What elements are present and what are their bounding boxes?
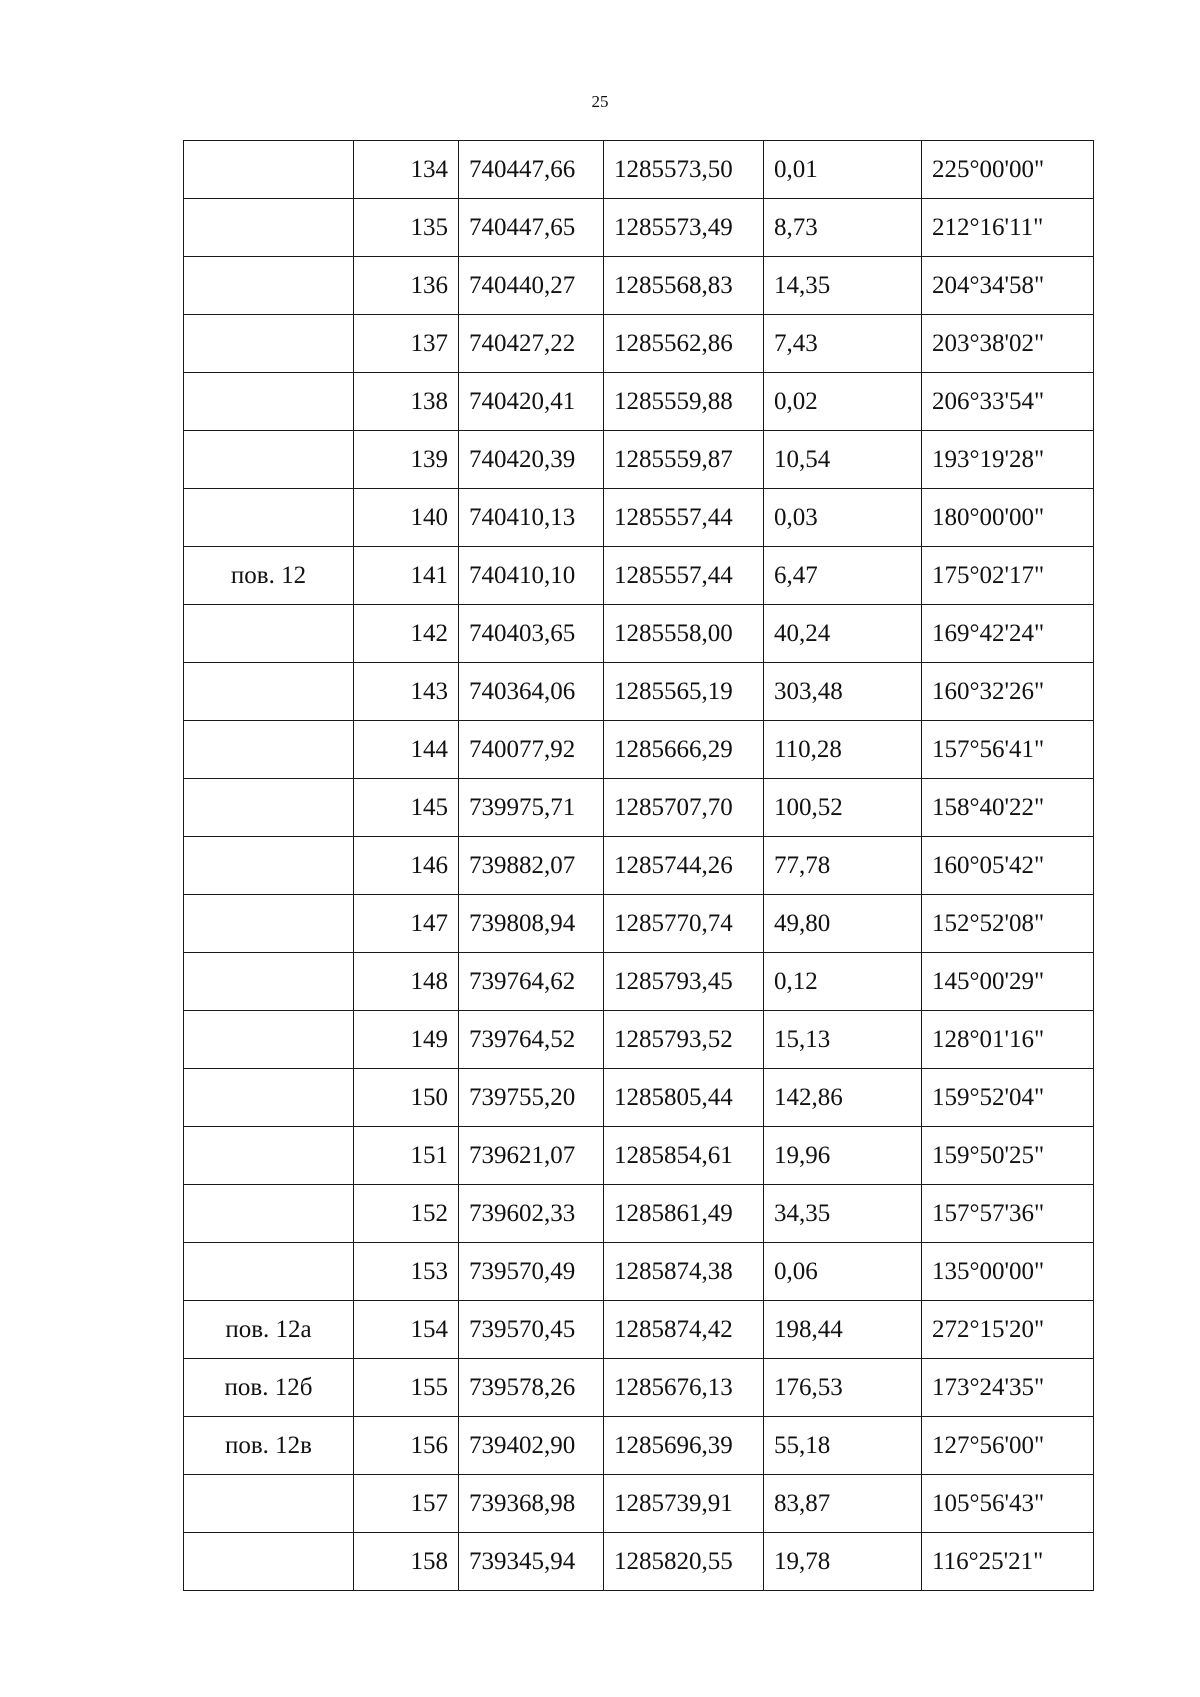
turn-label-cell: пов. 12а: [184, 1301, 354, 1359]
distance-cell: 100,52: [764, 779, 922, 837]
table-row: [184, 1475, 1094, 1533]
distance-cell: 142,86: [764, 1069, 922, 1127]
table-row: [184, 953, 1094, 1011]
table-row: [184, 489, 1094, 547]
x-coordinate-cell: 739402,90: [459, 1417, 604, 1475]
y-coordinate-cell: 1285805,44: [604, 1069, 764, 1127]
table-row: [184, 199, 1094, 257]
turn-label-cell: [184, 373, 354, 431]
y-coordinate-cell: 1285559,87: [604, 431, 764, 489]
table-row: [184, 315, 1094, 373]
y-coordinate-cell: 1285744,26: [604, 837, 764, 895]
bearing-angle-cell: 157°57'36": [922, 1185, 1094, 1243]
table-row: [184, 141, 1094, 199]
distance-cell: 8,73: [764, 199, 922, 257]
bearing-angle-cell: 116°25'21": [922, 1533, 1094, 1591]
turn-label-cell: пов. 12: [184, 547, 354, 605]
point-number-cell: 146: [354, 837, 459, 895]
turn-label-cell: [184, 895, 354, 953]
table-row: [184, 663, 1094, 721]
point-number-cell: 150: [354, 1069, 459, 1127]
table-row: [184, 1359, 1094, 1417]
bearing-angle-cell: 173°24'35": [922, 1359, 1094, 1417]
turn-label-cell: [184, 1185, 354, 1243]
x-coordinate-cell: 739345,94: [459, 1533, 604, 1591]
x-coordinate-cell: 740410,13: [459, 489, 604, 547]
x-coordinate-cell: 739808,94: [459, 895, 604, 953]
y-coordinate-cell: 1285874,42: [604, 1301, 764, 1359]
distance-cell: 303,48: [764, 663, 922, 721]
distance-cell: 110,28: [764, 721, 922, 779]
bearing-angle-cell: 159°52'04": [922, 1069, 1094, 1127]
y-coordinate-cell: 1285565,19: [604, 663, 764, 721]
table-row: [184, 1417, 1094, 1475]
x-coordinate-cell: 739578,26: [459, 1359, 604, 1417]
y-coordinate-cell: 1285793,52: [604, 1011, 764, 1069]
turn-label-cell: пов. 12б: [184, 1359, 354, 1417]
y-coordinate-cell: 1285573,50: [604, 141, 764, 199]
x-coordinate-cell: 739602,33: [459, 1185, 604, 1243]
point-number-cell: 156: [354, 1417, 459, 1475]
table-row: [184, 1185, 1094, 1243]
table-row: [184, 1069, 1094, 1127]
y-coordinate-cell: 1285562,86: [604, 315, 764, 373]
turn-label-cell: [184, 837, 354, 895]
y-coordinate-cell: 1285861,49: [604, 1185, 764, 1243]
x-coordinate-cell: 739764,52: [459, 1011, 604, 1069]
distance-cell: 34,35: [764, 1185, 922, 1243]
bearing-angle-cell: 212°16'11": [922, 199, 1094, 257]
turn-label-cell: [184, 1243, 354, 1301]
turn-label-cell: пов. 12в: [184, 1417, 354, 1475]
point-number-cell: 138: [354, 373, 459, 431]
x-coordinate-cell: 740077,92: [459, 721, 604, 779]
turn-label-cell: [184, 1069, 354, 1127]
bearing-angle-cell: 127°56'00": [922, 1417, 1094, 1475]
point-number-cell: 145: [354, 779, 459, 837]
point-number-cell: 149: [354, 1011, 459, 1069]
distance-cell: 7,43: [764, 315, 922, 373]
bearing-angle-cell: 272°15'20": [922, 1301, 1094, 1359]
point-number-cell: 139: [354, 431, 459, 489]
bearing-angle-cell: 128°01'16": [922, 1011, 1094, 1069]
table-row: [184, 431, 1094, 489]
table-row: [184, 1533, 1094, 1591]
distance-cell: 77,78: [764, 837, 922, 895]
y-coordinate-cell: 1285793,45: [604, 953, 764, 1011]
bearing-angle-cell: 157°56'41": [922, 721, 1094, 779]
distance-cell: 0,01: [764, 141, 922, 199]
table-row: [184, 1011, 1094, 1069]
turn-label-cell: [184, 953, 354, 1011]
y-coordinate-cell: 1285557,44: [604, 547, 764, 605]
distance-cell: 176,53: [764, 1359, 922, 1417]
table-row: [184, 1243, 1094, 1301]
table-row: [184, 779, 1094, 837]
x-coordinate-cell: 740447,65: [459, 199, 604, 257]
table-row: [184, 1301, 1094, 1359]
point-number-cell: 148: [354, 953, 459, 1011]
x-coordinate-cell: 739368,98: [459, 1475, 604, 1533]
bearing-angle-cell: 160°05'42": [922, 837, 1094, 895]
distance-cell: 49,80: [764, 895, 922, 953]
x-coordinate-cell: 739882,07: [459, 837, 604, 895]
table-row: [184, 895, 1094, 953]
y-coordinate-cell: 1285707,70: [604, 779, 764, 837]
turn-label-cell: [184, 141, 354, 199]
turn-label-cell: [184, 1127, 354, 1185]
point-number-cell: 147: [354, 895, 459, 953]
distance-cell: 19,96: [764, 1127, 922, 1185]
turn-label-cell: [184, 315, 354, 373]
distance-cell: 0,06: [764, 1243, 922, 1301]
x-coordinate-cell: 740447,66: [459, 141, 604, 199]
turn-label-cell: [184, 1011, 354, 1069]
bearing-angle-cell: 145°00'29": [922, 953, 1094, 1011]
y-coordinate-cell: 1285770,74: [604, 895, 764, 953]
distance-cell: 198,44: [764, 1301, 922, 1359]
turn-label-cell: [184, 605, 354, 663]
bearing-angle-cell: 225°00'00": [922, 141, 1094, 199]
turn-label-cell: [184, 431, 354, 489]
point-number-cell: 137: [354, 315, 459, 373]
x-coordinate-cell: 739764,62: [459, 953, 604, 1011]
bearing-angle-cell: 158°40'22": [922, 779, 1094, 837]
page-number: 25: [591, 92, 609, 111]
point-number-cell: 157: [354, 1475, 459, 1533]
bearing-angle-cell: 180°00'00": [922, 489, 1094, 547]
distance-cell: 83,87: [764, 1475, 922, 1533]
point-number-cell: 142: [354, 605, 459, 663]
bearing-angle-cell: 159°50'25": [922, 1127, 1094, 1185]
bearing-angle-cell: 135°00'00": [922, 1243, 1094, 1301]
table-row: [184, 257, 1094, 315]
distance-cell: 15,13: [764, 1011, 922, 1069]
point-number-cell: 153: [354, 1243, 459, 1301]
distance-cell: 40,24: [764, 605, 922, 663]
point-number-cell: 134: [354, 141, 459, 199]
y-coordinate-cell: 1285696,39: [604, 1417, 764, 1475]
table-row: [184, 547, 1094, 605]
y-coordinate-cell: 1285874,38: [604, 1243, 764, 1301]
turn-label-cell: [184, 779, 354, 837]
bearing-angle-cell: 105°56'43": [922, 1475, 1094, 1533]
y-coordinate-cell: 1285573,49: [604, 199, 764, 257]
coordinates-table: [183, 140, 1094, 1591]
x-coordinate-cell: 739975,71: [459, 779, 604, 837]
bearing-angle-cell: 204°34'58": [922, 257, 1094, 315]
table-row: [184, 1127, 1094, 1185]
bearing-angle-cell: 206°33'54": [922, 373, 1094, 431]
table-row: [184, 605, 1094, 663]
distance-cell: 6,47: [764, 547, 922, 605]
x-coordinate-cell: 739755,20: [459, 1069, 604, 1127]
turn-label-cell: [184, 199, 354, 257]
distance-cell: 0,03: [764, 489, 922, 547]
turn-label-cell: [184, 1475, 354, 1533]
table-row: [184, 721, 1094, 779]
turn-label-cell: [184, 489, 354, 547]
y-coordinate-cell: 1285676,13: [604, 1359, 764, 1417]
distance-cell: 19,78: [764, 1533, 922, 1591]
x-coordinate-cell: 740364,06: [459, 663, 604, 721]
point-number-cell: 158: [354, 1533, 459, 1591]
distance-cell: 55,18: [764, 1417, 922, 1475]
turn-label-cell: [184, 663, 354, 721]
bearing-angle-cell: 160°32'26": [922, 663, 1094, 721]
point-number-cell: 151: [354, 1127, 459, 1185]
point-number-cell: 141: [354, 547, 459, 605]
point-number-cell: 136: [354, 257, 459, 315]
distance-cell: 14,35: [764, 257, 922, 315]
y-coordinate-cell: 1285557,44: [604, 489, 764, 547]
bearing-angle-cell: 203°38'02": [922, 315, 1094, 373]
x-coordinate-cell: 739621,07: [459, 1127, 604, 1185]
point-number-cell: 154: [354, 1301, 459, 1359]
y-coordinate-cell: 1285568,83: [604, 257, 764, 315]
point-number-cell: 152: [354, 1185, 459, 1243]
turn-label-cell: [184, 1533, 354, 1591]
turn-label-cell: [184, 721, 354, 779]
bearing-angle-cell: 169°42'24": [922, 605, 1094, 663]
table-row: [184, 373, 1094, 431]
distance-cell: 0,02: [764, 373, 922, 431]
point-number-cell: 155: [354, 1359, 459, 1417]
bearing-angle-cell: 152°52'08": [922, 895, 1094, 953]
point-number-cell: 143: [354, 663, 459, 721]
point-number-cell: 140: [354, 489, 459, 547]
y-coordinate-cell: 1285559,88: [604, 373, 764, 431]
distance-cell: 10,54: [764, 431, 922, 489]
point-number-cell: 144: [354, 721, 459, 779]
x-coordinate-cell: 740427,22: [459, 315, 604, 373]
x-coordinate-cell: 740410,10: [459, 547, 604, 605]
turn-label-cell: [184, 257, 354, 315]
bearing-angle-cell: 193°19'28": [922, 431, 1094, 489]
x-coordinate-cell: 740420,39: [459, 431, 604, 489]
y-coordinate-cell: 1285666,29: [604, 721, 764, 779]
distance-cell: 0,12: [764, 953, 922, 1011]
bearing-angle-cell: 175°02'17": [922, 547, 1094, 605]
y-coordinate-cell: 1285854,61: [604, 1127, 764, 1185]
y-coordinate-cell: 1285739,91: [604, 1475, 764, 1533]
coordinates-table-body: [184, 141, 1094, 1591]
table-row: [184, 837, 1094, 895]
point-number-cell: 135: [354, 199, 459, 257]
y-coordinate-cell: 1285820,55: [604, 1533, 764, 1591]
x-coordinate-cell: 739570,45: [459, 1301, 604, 1359]
x-coordinate-cell: 740440,27: [459, 257, 604, 315]
x-coordinate-cell: 740403,65: [459, 605, 604, 663]
x-coordinate-cell: 739570,49: [459, 1243, 604, 1301]
y-coordinate-cell: 1285558,00: [604, 605, 764, 663]
x-coordinate-cell: 740420,41: [459, 373, 604, 431]
